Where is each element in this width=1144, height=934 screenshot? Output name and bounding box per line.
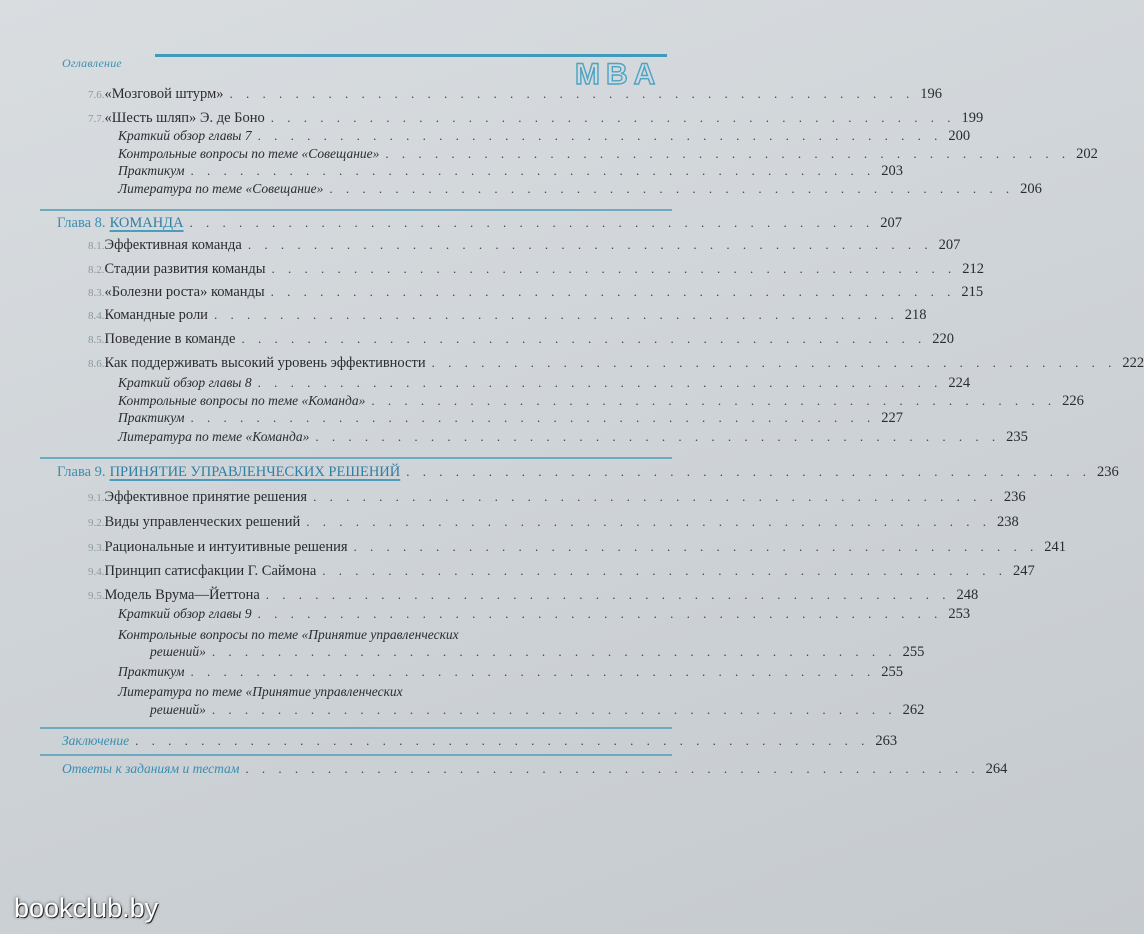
- chapter-title: ПРИНЯТИЕ УПРАВЛЕНЧЕСКИХ РЕШЕНИЙ: [109, 464, 401, 480]
- chapter-divider: [40, 209, 672, 211]
- section-number: 9.3.: [88, 542, 105, 554]
- toc-entry-literature-8: [118, 429, 1028, 447]
- section-title: Эффективная команда: [104, 237, 242, 253]
- page-number: 255: [881, 664, 903, 680]
- page-number: 263: [875, 733, 898, 749]
- dot-leader: . . . . . . . . . . . . . . . . . . . . . . . . . . . . . . . . . . . . . . . . . .: [241, 331, 927, 346]
- chapter-divider: [40, 457, 672, 459]
- page-number: 241: [1044, 539, 1067, 555]
- section-title: Модель Врума—Йеттона: [104, 587, 260, 603]
- toc-entry-8-6: [88, 355, 1144, 373]
- section-number: 7.6.: [88, 89, 105, 101]
- toc-entry-8-3: [88, 284, 984, 302]
- chapter-divider: [40, 727, 672, 729]
- section-title: «Мозговой штурм»: [104, 86, 224, 102]
- page-number: 220: [932, 331, 954, 347]
- entry-title: Контрольные вопросы по теме «Команда»: [118, 393, 366, 408]
- section-title: «Болезни роста» команды: [104, 284, 265, 300]
- section-title: «Шесть шляп» Э. де Боно: [104, 110, 265, 126]
- page-number: 248: [956, 587, 979, 603]
- mba-logo: MBA: [575, 58, 662, 91]
- section-number: 8.3.: [88, 287, 105, 299]
- entry-title: Краткий обзор главы 8: [118, 375, 252, 390]
- running-title: Оглавление: [62, 56, 122, 70]
- toc-entry-practicum-8: [118, 410, 903, 428]
- page-number: 264: [985, 761, 1008, 777]
- page-number: 238: [996, 514, 1019, 530]
- section-number: 8.2.: [88, 264, 105, 276]
- page-number: 227: [881, 410, 903, 426]
- dot-leader: . . . . . . . . . . . . . . . . . . . . . . . . . . . . . . . . . . . . . . . . . .: [270, 110, 956, 125]
- dot-leader: . . . . . . . . . . . . . . . . . . . . . . . . . . . . . . . . . . . . . . . . . .: [306, 514, 991, 529]
- toc-entry-practicum-9: [118, 664, 903, 682]
- dot-leader: . . . . . . . . . . . . . . . . . . . . . . . . . . . . . . . . . . . . . . . . . .: [211, 702, 897, 717]
- section-title: Эффективное принятие решения: [104, 489, 308, 505]
- toc-entry-9-2: [88, 514, 1019, 532]
- toc-entry-9-4: [88, 563, 1035, 581]
- page-number: 199: [961, 110, 984, 126]
- toc-entry-9-1: [88, 489, 1026, 507]
- section-title: Как поддерживать высокий уровень эффективности: [104, 355, 426, 371]
- page-number: 247: [1013, 563, 1035, 579]
- page-number: 224: [948, 375, 971, 391]
- chapter-label: Глава 9.: [57, 464, 106, 480]
- page-number: 207: [938, 237, 961, 253]
- dot-leader: . . . . . . . . . . . . . . . . . . . . . . . . . . . . . . . . . . . . . . . . . .: [431, 355, 1117, 370]
- toc-entry-literature-7: [118, 181, 1042, 199]
- page-number: 200: [948, 128, 971, 144]
- section-number: 8.6.: [88, 358, 105, 370]
- entry-title: Заключение: [62, 733, 130, 748]
- entry-title: Ответы к заданиям и тестам: [62, 761, 240, 776]
- dot-leader: . . . . . . . . . . . . . . . . . . . . . . . . . . . . . . . . . . . . . . . . . .: [190, 664, 876, 679]
- toc-entry-questions-9-cont: [150, 644, 925, 662]
- toc-entry-8-1: [88, 237, 961, 255]
- entry-title: Практикум: [118, 410, 185, 425]
- site-watermark: bookclub.by: [14, 893, 159, 923]
- page-number: 215: [961, 284, 984, 300]
- section-number: 9.5.: [88, 590, 105, 602]
- entry-title: Контрольные вопросы по теме «Совещание»: [118, 146, 380, 161]
- dot-leader: . . . . . . . . . . . . . . . . . . . . . . . . . . . . . . . . . . . . . . . . . .: [229, 86, 915, 101]
- page-number: 235: [1006, 429, 1028, 445]
- page-number: 226: [1062, 393, 1084, 409]
- dot-leader: . . . . . . . . . . . . . . . . . . . . . . . . . . . . . . . . . . . . . . . . . .: [322, 563, 1008, 578]
- section-number: 7.7.: [88, 113, 105, 125]
- page-number: 207: [880, 215, 903, 231]
- section-number: 9.4.: [88, 566, 105, 578]
- section-title: Командные роли: [104, 307, 208, 323]
- dot-leader: . . . . . . . . . . . . . . . . . . . . . . . . . . . . . . . . . . . . . . . . . .: [313, 489, 998, 504]
- toc-entry-literature-9: [118, 684, 670, 700]
- section-number: 9.1.: [88, 492, 105, 504]
- dot-leader: . . . . . . . . . . . . . . . . . . . . . . . . . . . . . . . . . . . . . . . . . .: [329, 181, 1015, 196]
- page-number: 262: [902, 702, 925, 718]
- entry-title: Литература по теме «Совещание»: [118, 181, 324, 196]
- dot-leader: . . . . . . . . . . . . . . . . . . . . . . . . . . . . . . . . . . . . . . . . . .: [247, 237, 933, 252]
- toc-entry-questions-8: [118, 393, 1084, 411]
- chapter-label: Глава 8.: [57, 215, 106, 231]
- toc-entry-8-4: [88, 307, 927, 325]
- dot-leader: . . . . . . . . . . . . . . . . . . . . . . . . . . . . . . . . . . . . . . . . . .: [315, 429, 1001, 444]
- page-number: 218: [904, 307, 927, 323]
- dot-leader: . . . . . . . . . . . . . . . . . . . . . . . . . . . . . . . . . . . . . . . . . .: [189, 215, 875, 230]
- page-number: 196: [920, 86, 942, 102]
- toc-entry-questions-9: [118, 627, 670, 643]
- page-number: 202: [1076, 146, 1098, 162]
- entry-title: Краткий обзор главы 7: [118, 128, 252, 143]
- dot-leader: . . . . . . . . . . . . . . . . . . . . . . . . . . . . . . . . . . . . . . . . . .: [257, 606, 943, 621]
- section-number: 8.5.: [88, 334, 105, 346]
- dot-leader: . . . . . . . . . . . . . . . . . . . . . . . . . . . . . . . . . . . . . . . . . .: [406, 464, 1091, 479]
- toc-entry-summary-8: [118, 375, 971, 393]
- dot-leader: . . . . . . . . . . . . . . . . . . . . . . . . . . . . . . . . . . . . . . . . . .: [257, 375, 943, 390]
- section-title: Рациональные и интуитивные решения: [104, 539, 348, 555]
- entry-title: Контрольные вопросы по теме «Принятие управленческих: [118, 627, 459, 642]
- entry-title-continued: решений»: [150, 702, 206, 717]
- entry-title: Практикум: [118, 163, 185, 178]
- dot-leader: . . . . . . . . . . . . . . . . . . . . . . . . . . . . . . . . . . . . . . . . . . . . .: [245, 761, 980, 776]
- toc-entry-questions-7: [118, 146, 1098, 164]
- section-title: Стадии развития команды: [104, 261, 266, 277]
- toc-entry-8-5: [88, 331, 954, 349]
- toc-entry-summary-9: [118, 606, 971, 624]
- section-title: Принцип сатисфакции Г. Саймона: [104, 563, 317, 579]
- entry-title-continued: решений»: [150, 644, 206, 659]
- page-number: 236: [1097, 464, 1119, 480]
- page-number: 255: [902, 644, 925, 660]
- entry-title: Литература по теме «Команда»: [118, 429, 310, 444]
- entry-title: Практикум: [118, 664, 185, 679]
- section-number: 9.2.: [88, 517, 105, 529]
- chapter-divider: [40, 754, 672, 756]
- dot-leader: . . . . . . . . . . . . . . . . . . . . . . . . . . . . . . . . . . . . . . . . . .: [353, 539, 1039, 554]
- section-number: 8.1.: [88, 240, 105, 252]
- dot-leader: . . . . . . . . . . . . . . . . . . . . . . . . . . . . . . . . . . . . . . . . . .: [257, 128, 943, 143]
- toc-entry-7-7: [88, 110, 984, 128]
- chapter-title: КОМАНДА: [109, 215, 184, 231]
- page-number: 253: [948, 606, 971, 622]
- toc-entry-9-3: [88, 539, 1067, 557]
- toc-entry-conclusion: [62, 733, 898, 751]
- toc-entry-9-5: [88, 587, 979, 605]
- page-number: 236: [1003, 489, 1026, 505]
- dot-leader: . . . . . . . . . . . . . . . . . . . . . . . . . . . . . . . . . . . . . . . . . .: [371, 393, 1057, 408]
- toc-entry-summary-7: [118, 128, 971, 146]
- dot-leader: . . . . . . . . . . . . . . . . . . . . . . . . . . . . . . . . . . . . . . . . . .: [385, 146, 1071, 161]
- toc-entry-8-2: [88, 261, 985, 279]
- toc-entry-answers: [62, 761, 1008, 779]
- dot-leader: . . . . . . . . . . . . . . . . . . . . . . . . . . . . . . . . . . . . . . . . . .: [211, 644, 897, 659]
- section-title: Поведение в команде: [104, 331, 236, 347]
- page-header: [0, 0, 700, 90]
- toc-entry-literature-9-cont: [150, 702, 925, 720]
- page-number: 206: [1020, 181, 1042, 197]
- page-number: 212: [962, 261, 985, 277]
- page-number: 203: [881, 163, 903, 179]
- dot-leader: . . . . . . . . . . . . . . . . . . . . . . . . . . . . . . . . . . . . . . . . . .: [265, 587, 951, 602]
- dot-leader: . . . . . . . . . . . . . . . . . . . . . . . . . . . . . . . . . . . . . . . . . .: [270, 284, 956, 299]
- page-number: 222: [1122, 355, 1144, 371]
- section-number: 8.4.: [88, 310, 105, 322]
- entry-title: Краткий обзор главы 9: [118, 606, 252, 621]
- chapter-8-heading: [57, 214, 903, 232]
- dot-leader: . . . . . . . . . . . . . . . . . . . . . . . . . . . . . . . . . . . . . . . . . .: [271, 261, 957, 276]
- dot-leader: . . . . . . . . . . . . . . . . . . . . . . . . . . . . . . . . . . . . . . . . . . . . .: [135, 733, 870, 748]
- toc-entry-practicum-7: [118, 163, 903, 181]
- toc-entry-7-6: [88, 86, 942, 104]
- header-rule: [155, 54, 667, 57]
- section-title: Виды управленческих решений: [104, 514, 301, 530]
- dot-leader: . . . . . . . . . . . . . . . . . . . . . . . . . . . . . . . . . . . . . . . . . .: [190, 163, 876, 178]
- entry-title: Литература по теме «Принятие управленческих: [118, 684, 403, 699]
- dot-leader: . . . . . . . . . . . . . . . . . . . . . . . . . . . . . . . . . . . . . . . . . .: [213, 307, 899, 322]
- chapter-9-heading: [57, 463, 1119, 481]
- dot-leader: . . . . . . . . . . . . . . . . . . . . . . . . . . . . . . . . . . . . . . . . . .: [190, 410, 876, 425]
